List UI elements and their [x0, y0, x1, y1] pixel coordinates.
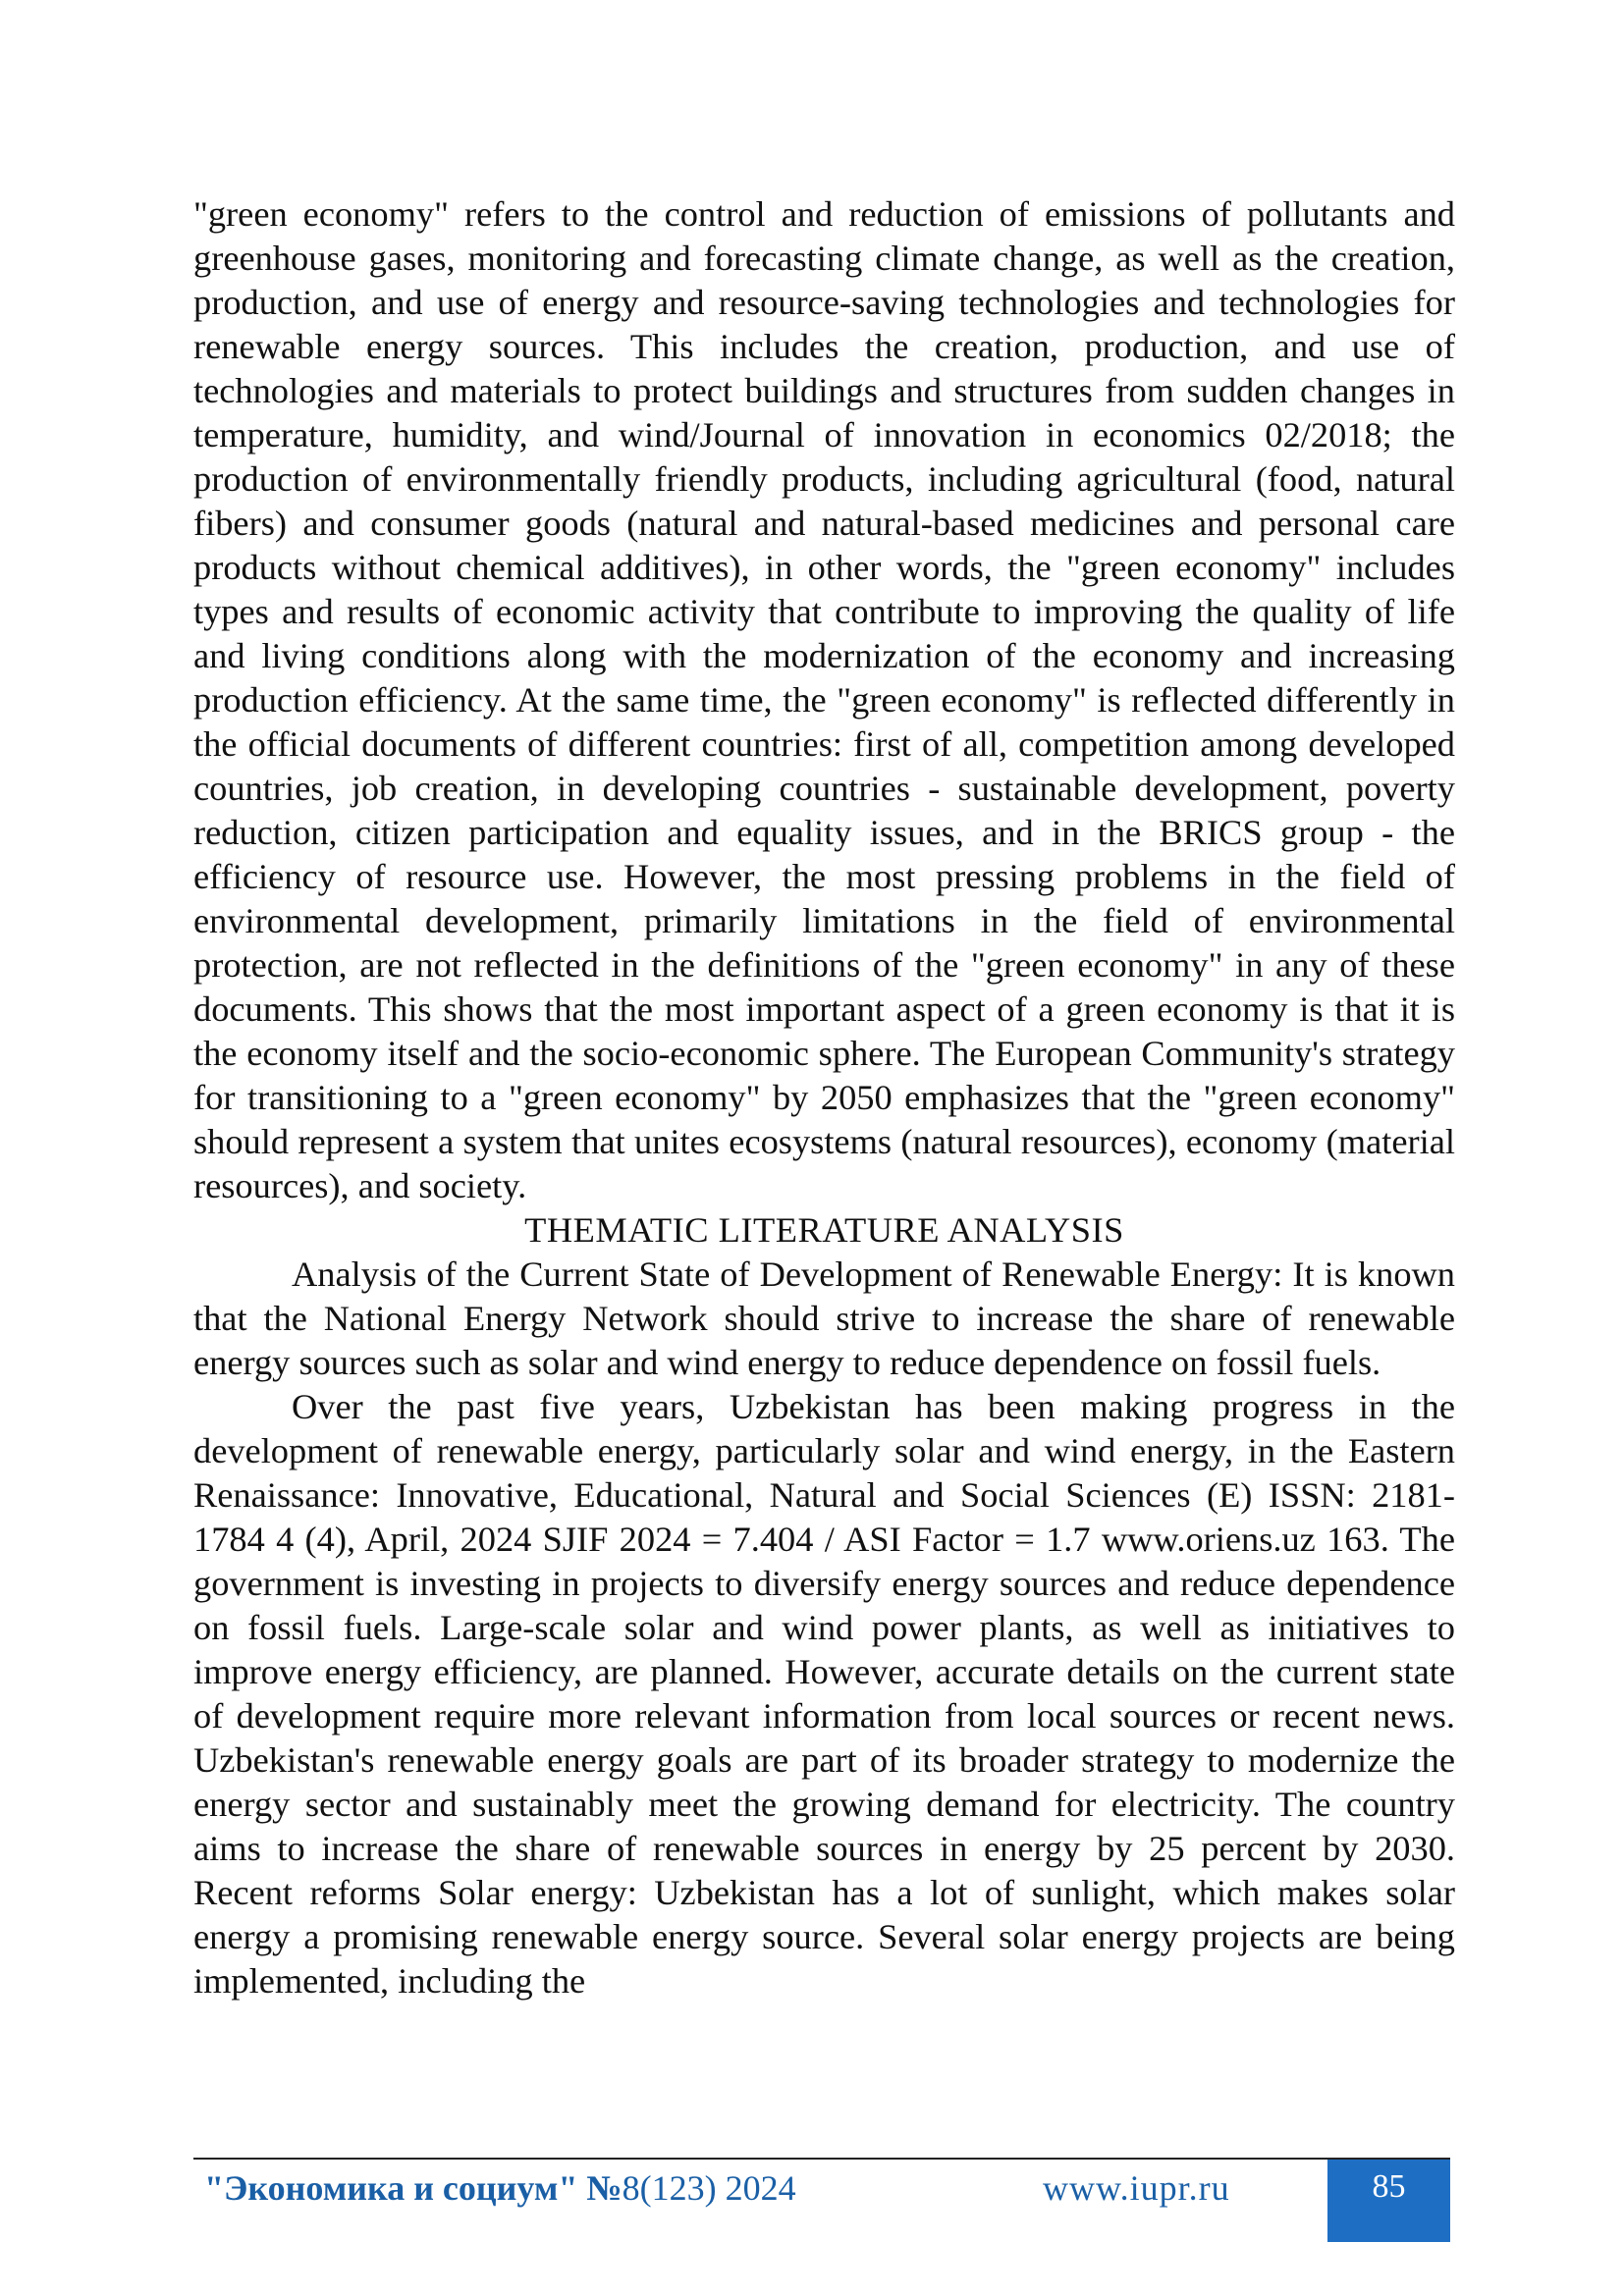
journal-issue: 8(123) 2024 — [622, 2168, 796, 2208]
paragraph-analysis: Analysis of the Current State of Development of Renewable Energy: It is known that the National Energy Network should strive to increase the share of renewable energy sources such as solar and wind energy to reduce dependence on fossil fuels. — [193, 1255, 1455, 1382]
footer-journal-title — [204, 2166, 796, 2210]
page-number: 85 — [1327, 2160, 1450, 2242]
body-text — [193, 192, 1455, 2003]
paragraph-green-economy: "green economy" refers to the control and reduction of emissions of pollutants and greenhouse gases, monitoring and forecasting climate change, as well as the creation, production, and use of energy and resource-saving technologies and technologies for renewable energy sources. This includes the creation, production, and use of technologies and materials to protect buildings and structures from sudden changes in temperature, humidity, and wind/Journal of innovation in economics 02/2018; the production of environmentally friendly products, including agricultural (food, natural fibers) and consumer goods (natural and natural-based medicines and personal care products without chemical additives), in other words, the "green economy" includes types and results of economic activity that contribute to improving the quality of life and living conditions along with the modernization of the economy and increasing production efficiency. At the same time, the "green economy" is reflected differently in the official documents of different countries: first of all, competition among developed countries, job creation, in developing countries - sustainable development, poverty reduction, citizen participation and equality issues, and in the BRICS group - the efficiency of resource use. However, the most pressing problems in the field of environmental development, primarily limitations in the field of environmental protection, are not reflected in the definitions of the "green economy" in any of these documents. This shows that the most important aspect of a green economy is that it is the economy itself and the socio-economic sphere. The European Community's strategy for transitioning to a "green economy" by 2050 emphasizes that the "green economy" should represent a system that unites ecosystems (natural resources), economy (material resources), and society. — [193, 194, 1455, 1205]
footer-divider — [193, 2158, 1450, 2160]
section-heading: THEMATIC LITERATURE ANALYSIS — [524, 1210, 1124, 1250]
footer-website-link[interactable]: www.iupr.ru — [1043, 2168, 1230, 2208]
journal-name: "Экономика и социум" № — [204, 2168, 623, 2208]
paragraph-uzbekistan: Over the past five years, Uzbekistan has been making progress in the development of renewable energy, particularly solar and wind energy, in the Eastern Renaissance: Innovative, Educational, Natural and Social Sciences (E) ISSN: 2181-1784 4 (4), April, 2024 SJIF 2024 = 7.404 / ASI Factor = 1.7 www.oriens.uz 163. The government is investing in projects to diversify energy sources and reduce dependence on fossil fuels. Large-scale solar and wind power plants, as well as initiatives to improve energy efficiency, are planned. However, accurate details on the current state of development require more relevant information from local sources or recent news. Uzbekistan's renewable energy goals are part of its broader strategy to modernize the energy sector and sustainably meet the growing demand for electricity. The country aims to increase the share of renewable sources in energy by 25 percent by 2030. Recent reforms Solar energy: Uzbekistan has a lot of sunlight, which makes solar energy a promising renewable energy source. Several solar energy projects are being implemented, including the — [193, 1387, 1455, 2001]
